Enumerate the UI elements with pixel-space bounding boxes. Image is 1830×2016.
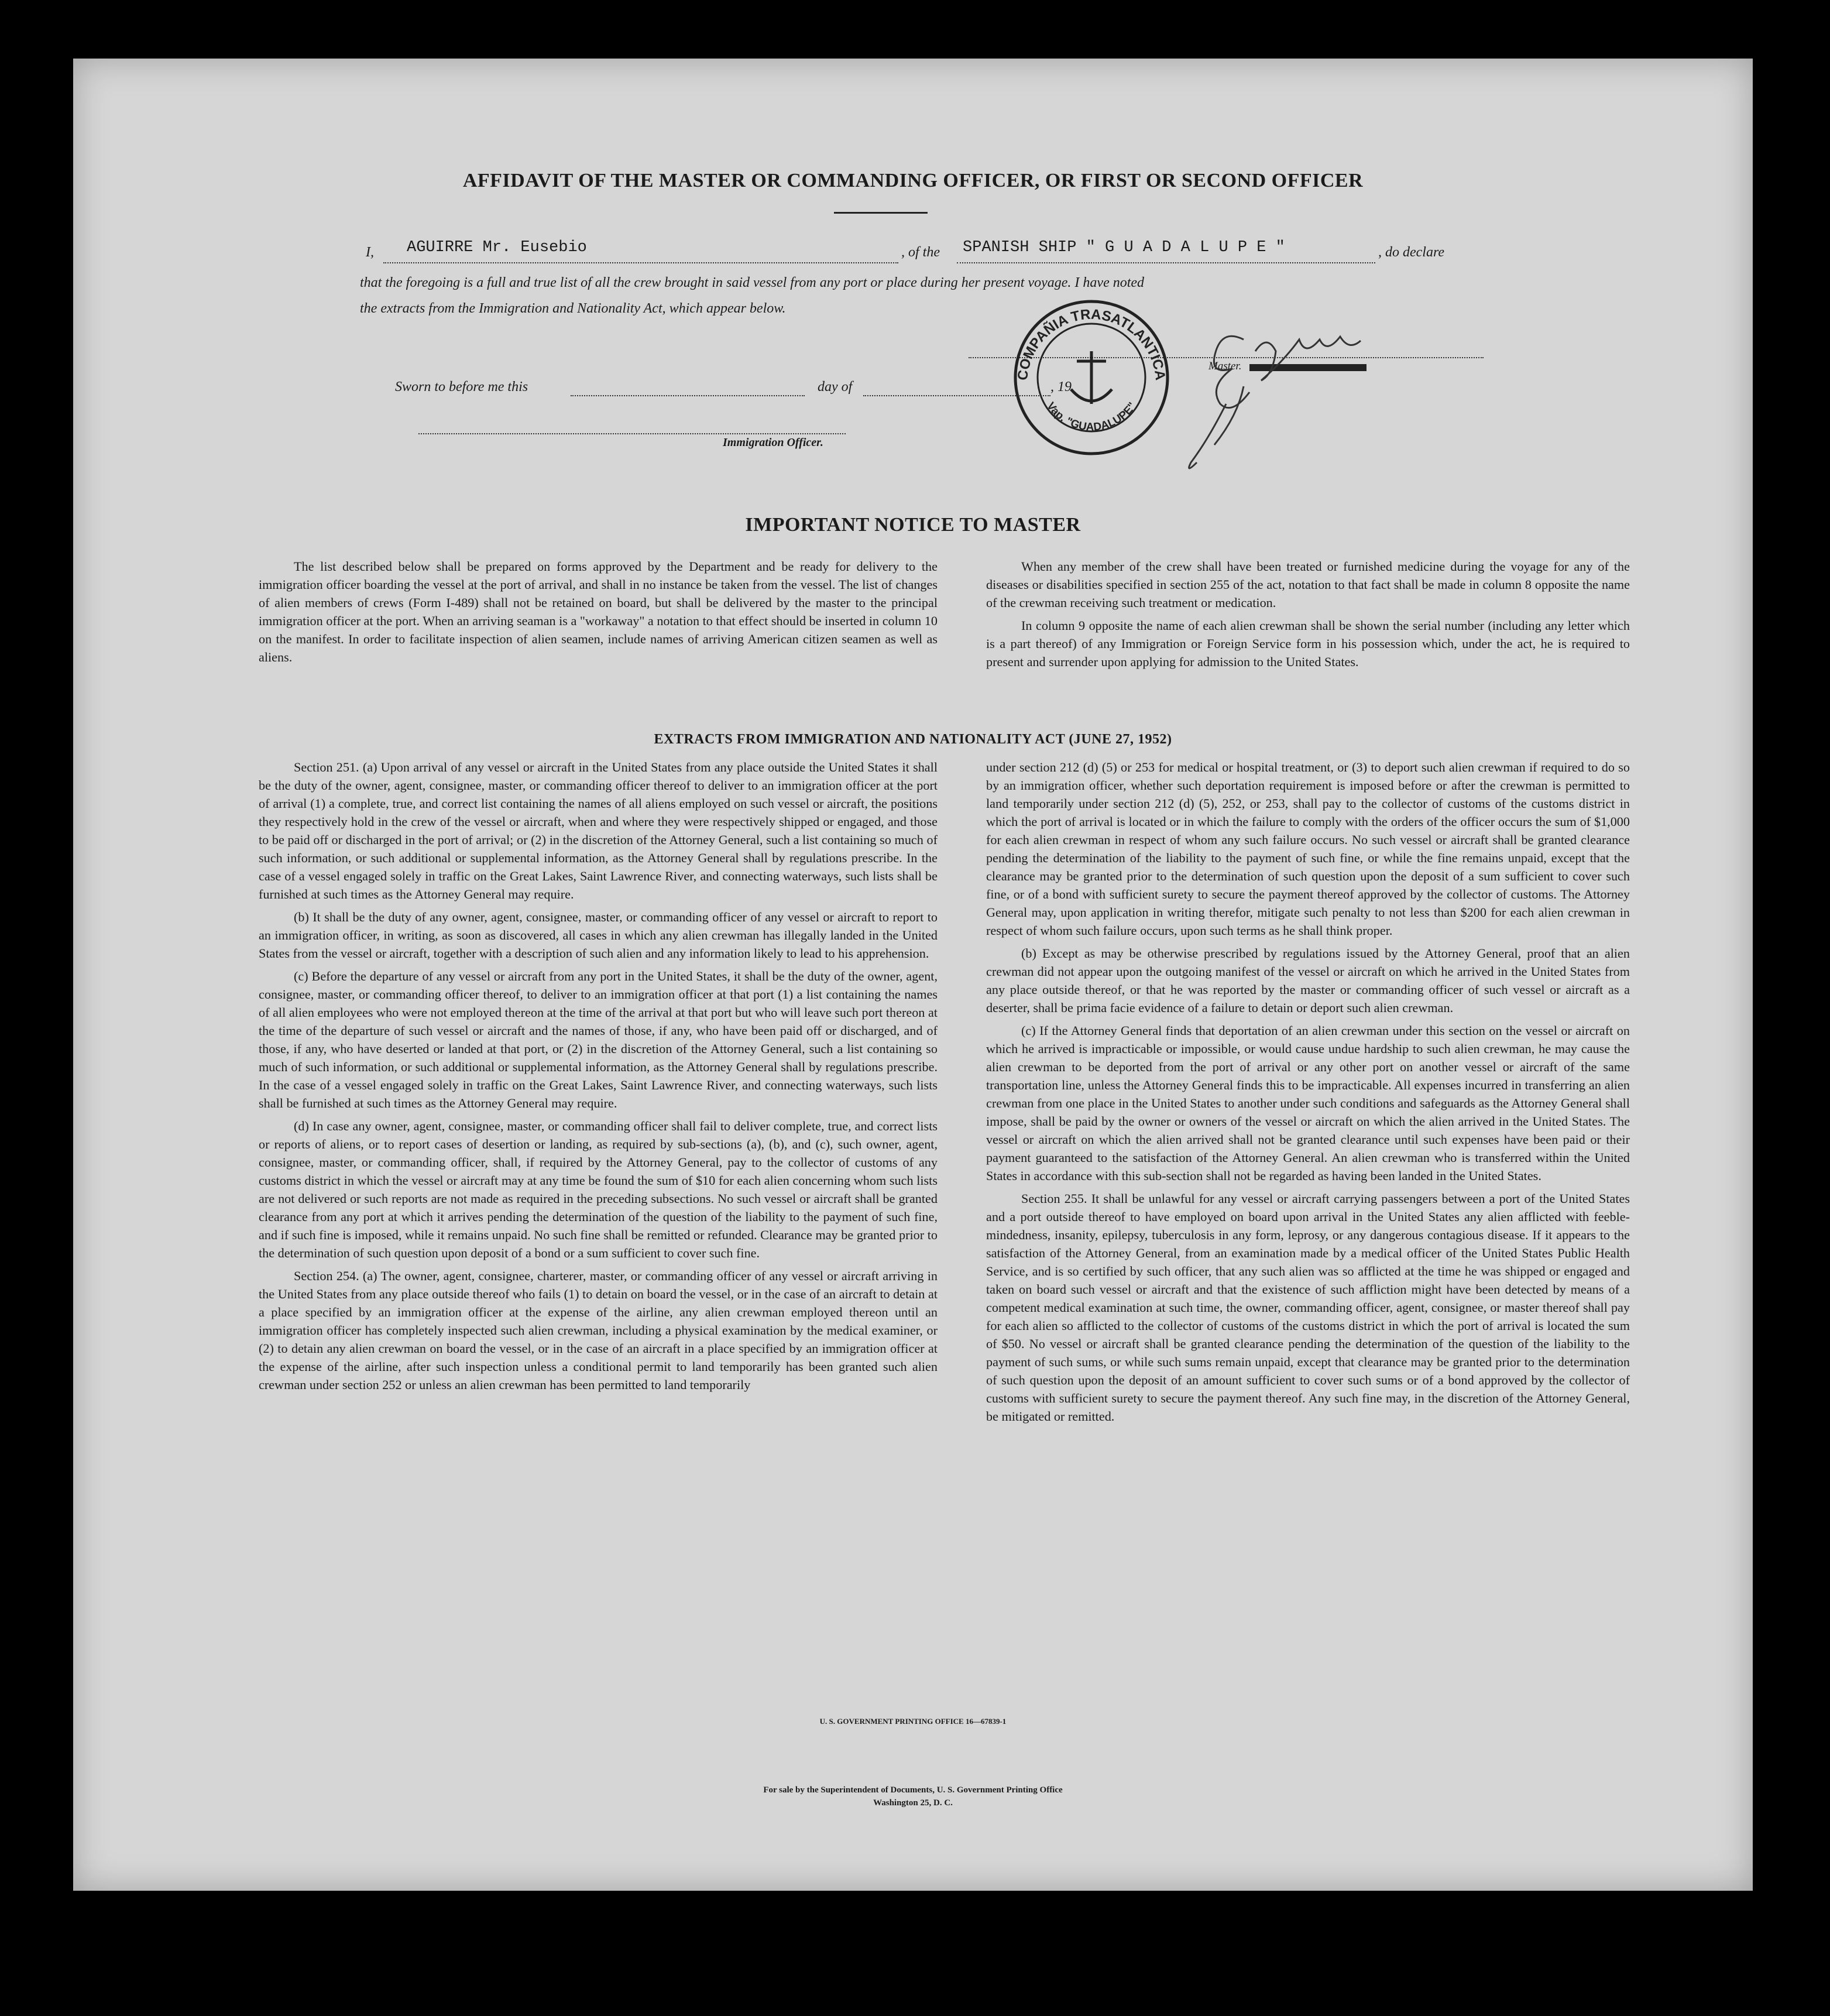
- affidavit-statement-line-1: that the foregoing is a full and true list of all the crew brought in said vessel from any port or place during her present voyage. I have noted: [360, 275, 1145, 290]
- vessel-line: [957, 262, 1375, 263]
- extracts-right-column: [986, 758, 1630, 1425]
- name-line: [383, 262, 898, 263]
- section-254-a: Section 254. (a) The owner, agent, consignee, charterer, master, or commanding officer of any vessel or aircraft arriving in the United States from any place outside thereof who fails (1) to detain on board the vessel, or in the case of an aircraft to detain at a place specified by an immigration officer at the expense of the airline, any alien crewman employed thereon until an immigration officer has completely inspected such alien crewman, including a physical examination by the medical examiner, or (2) to detain any alien crewman on board the vessel, or in the case of an aircraft in a place specified by an immigration officer at the expense of the airline, after such inspection unless a conditional permit to land temporarily has been granted such alien crewman under section 252 or unless an alien crewman has been permitted to land temporarily: [259, 1268, 938, 1392]
- title-divider: [834, 212, 928, 214]
- notice-right-paragraph-1: When any member of the crew shall have been treated or furnished medicine during the voyage for any of the diseases or disabilities specified in section 255 of the act, notation to that fact shall be made in column 8 opposite the name of the crewman receiving such treatment or medication.: [986, 559, 1630, 610]
- immigration-officer-label: Immigration Officer.: [723, 436, 823, 449]
- do-declare-label: , do declare: [1378, 245, 1445, 260]
- printing-office-line: U. S. GOVERNMENT PRINTING OFFICE 16—67839-1: [819, 1717, 1007, 1726]
- section-254-a-continued: under section 212 (d) (5) or 253 for medical or hospital treatment, or (3) to deport such alien crewman if required to do so by an immigration officer, whether such deportation requirement is imposed before or after the crewman is permitted to land temporarily under section 212 (d) (5), 252, or 253, shall pay to the collector of customs of the customs district in which the port of arrival is located or in which the failure to comply with the orders of the officer occurs the sum of $1,000 for each alien crewman in respect of whom any such failure occurs. No such vessel or aircraft shall be granted clearance pending the determination of the liability to the payment of such fine, or while the fine remains unpaid, except that the clearance may be granted prior to the determination of such question upon the deposit of a sum sufficient to cover such fine, or of a bond with sufficient surety to secure the payment thereof approved by the collector of customs. The Attorney General may, upon application in writing therefor, mitigate such penalty to not less than $200 for each alien crewman in respect of whom such failure occurs, upon such terms as he shall think proper.: [986, 760, 1630, 938]
- section-254-c: (c) If the Attorney General finds that deportation of an alien crewman under this section on the vessel or aircraft on which he arrived is impracticable or impossible, or would cause undue hardship to such alien crewman, he may cause the alien crewman to be deported from the port of arrival or any other port on another vessel or aircraft of the same transportation line, unless the Attorney General finds this to be impracticable. All expenses incurred in transferring an alien crewman from one place in the United States to another under such conditions and safeguards as the Attorney General shall impose, shall be paid by the owner or owners of the vessel or aircraft on which the alien arrived in the United States. The vessel or aircraft on which the alien arrived shall not be granted clearance until such expenses have been paid or their payment guaranteed to the satisfaction of the Attorney General. An alien crewman who is transferred within the United States in accordance with this sub-section shall not be regarded as having been landed in the United States.: [986, 1023, 1630, 1183]
- year-label: , 19: [1050, 379, 1072, 395]
- svg-text:Vap. "GUADALUPE": [1044, 400, 1139, 434]
- sworn-label: Sworn to before me this: [395, 379, 528, 395]
- master-label: Master.: [1208, 360, 1242, 372]
- i-label: I,: [366, 245, 374, 260]
- notice-title: IMPORTANT NOTICE TO MASTER: [745, 514, 1081, 536]
- master-name-field: AGUIRRE Mr. Eusebio: [407, 239, 587, 256]
- stamp-text-top: COMPAÑIA TRASATLANTICA: [1014, 306, 1169, 382]
- immigration-officer-line: [418, 433, 846, 434]
- section-251-b: (b) It shall be the duty of any owner, agent, consignee, master, or commanding officer of any vessel or aircraft to report to an immigration officer, in writing, as soon as discovered, all cases in which any alien crewman has illegally landed in the United States from the vessel or aircraft, together with a description of such alien and any information likely to lead to his apprehension.: [259, 910, 938, 961]
- stamp-text-bottom: Vap. "GUADALUPE": [1044, 400, 1139, 434]
- ship-stamp: [1010, 296, 1173, 460]
- notice-right-column: [986, 557, 1630, 671]
- notice-left-paragraph: The list described below shall be prepared on forms approved by the Department and be ready for delivery to the immigration officer boarding the vessel at the port of arrival, and shall in no instance be taken from the vessel. The list of changes of alien members of crews (Form I-489) shall not be retained on board, but shall be delivered by the master to the principal immigration officer at the port. When an arriving seaman is a "workaway" a notation to that effect should be inserted in column 10 on the manifest. In order to facilitate inspection of alien seamen, include names of arriving American citizen seamen as well as aliens.: [259, 559, 938, 664]
- ship-stamp-icon: [1010, 296, 1173, 460]
- affidavit-title: AFFIDAVIT OF THE MASTER OR COMMANDING OFFICER, OR FIRST OR SECOND OFFICER: [462, 170, 1364, 191]
- section-251-a: Section 251. (a) Upon arrival of any vessel or aircraft in the United States from any place outside the United States it shall be the duty of the owner, agent, consignee, master, or commanding officer thereof to deliver to an immigration officer at the port of arrival (1) a complete, true, and correct list containing the names of all aliens employed on such vessel or aircraft, the positions they respectively hold in the crew of the vessel or aircraft, when and where they were respectively shipped or engaged, and those to be paid off or discharged in the port of arrival; or (2) in the discretion of the Attorney General, such a list containing so much of such information, or such additional or supplemental information, as the Attorney General shall by regulations prescribe. In the case of a vessel engaged solely in traffic on the Great Lakes, Saint Lawrence River, and connecting waterways, such lists shall be furnished at such times as the Attorney General may require.: [259, 760, 938, 901]
- sale-line-1: For sale by the Superintendent of Documents, U. S. Government Printing Office: [763, 1785, 1063, 1795]
- section-254-b: (b) Except as may be otherwise prescribed by regulations issued by the Attorney General, proof that an alien crewman did not appear upon the outgoing manifest of the vessel or aircraft on which he arrived in the United States from any place outside thereof, or that he was reported by the master or commanding officer of such vessel or aircraft as a deserter, shall be prima facie evidence of a failure to detain or deport such alien crewman.: [986, 946, 1630, 1015]
- document-page: [73, 59, 1753, 1891]
- master-signature-icon: [1173, 304, 1396, 480]
- extracts-left-column: [259, 758, 938, 1394]
- notice-right-paragraph-2: In column 9 opposite the name of each alien crewman shall be shown the serial number (including any letter which is a part thereof) of any Immigration or Foreign Service form in his possession which, under the act, he is required to present and surrender upon applying for admission to the United States.: [986, 618, 1630, 669]
- of-the-label: , of the: [901, 245, 940, 260]
- notice-left-column: [259, 557, 938, 666]
- section-251-d: (d) In case any owner, agent, consignee, master, or commanding officer shall fail to deliver complete, true, and correct lists or reports of aliens, or to report cases of desertion or landing, as required by sub-sections (a), (b), and (c), such owner, agent, consignee, master, or commanding officer, shall, if required by the Attorney General, pay to the collector of customs of any customs district in which the vessel or aircraft may at any time be found the sum of $10 for each alien concerning whom such lists are not delivered or such reports are not made as required in the preceding subsections. No such vessel or aircraft shall be granted clearance from any port at which it arrives pending the determination of the question of the liability to the payment of such fine, and if such fine is imposed, while it remains unpaid. No such fine shall be remitted or refunded. Clearance may be granted prior to the determination of such question upon deposit of a bond or a sum sufficient to cover such fine.: [259, 1119, 938, 1260]
- affidavit-statement-line-2: the extracts from the Immigration and Nationality Act, which appear below.: [360, 301, 786, 316]
- extracts-title: EXTRACTS FROM IMMIGRATION AND NATIONALITY ACT (JUNE 27, 1952): [654, 732, 1172, 747]
- section-251-c: (c) Before the departure of any vessel or aircraft from any port in the United States, it shall be the duty of the owner, agent, consignee, master, or commanding officer thereof, to deliver to an immigration officer at that port (1) a list containing the names of all alien employees who were not employed thereon at the time of the arrival at that port but who will leave such port thereon at the time of the departure of such vessel or aircraft and the names of those, if any, who have been paid off or discharged, and of those, if any, who have deserted or landed at that port, or (2) in the discretion of the Attorney General, such a list containing so much of such information, or such additional or supplemental information, as the Attorney General shall by regulations prescribe. In the case of a vessel engaged solely in traffic on the Great Lakes, Saint Lawrence River, and connecting waterways, such lists shall be furnished at such times as the Attorney General may require.: [259, 969, 938, 1110]
- sale-line-2: Washington 25, D. C.: [873, 1798, 953, 1808]
- vessel-name-field: SPANISH SHIP " G U A D A L U P E ": [963, 239, 1285, 256]
- day-of-label: day of: [818, 379, 853, 395]
- section-255: Section 255. It shall be unlawful for any vessel or aircraft carrying passengers between a port of the United States and a port outside thereof to have employed on board upon arrival in the United States any alien afflicted with feeble-mindedness, insanity, epilepsy, tuberculosis in any form, leprosy, or any dangerous contagious disease. If it appears to the satisfaction of the Attorney General, from an examination made by a medical officer of the United States Public Health Service, and is so certified by such officer, that any such alien was so afflicted at the time he was shipped or engaged and taken on board such vessel or aircraft and that the existence of such affliction might have been detected by means of a competent medical examination at such time, the owner, commanding officer, agent, consignee, or master thereof shall pay for each alien so afflicted to the collector of customs of the customs district in which the port of arrival is located the sum of $50. No vessel or aircraft shall be granted clearance pending the determination of the question of the liability to the payment of such sums, or while such sums remain unpaid, except that clearance may be granted prior to the determination of such question upon the deposit of an amount sufficient to cover such sums or of a bond approved by the collector of customs with sufficient surety to secure the payment thereof. Any such fine may, in the discretion of the Attorney General, be mitigated or remitted.: [986, 1191, 1630, 1424]
- sworn-day-line: [571, 395, 805, 396]
